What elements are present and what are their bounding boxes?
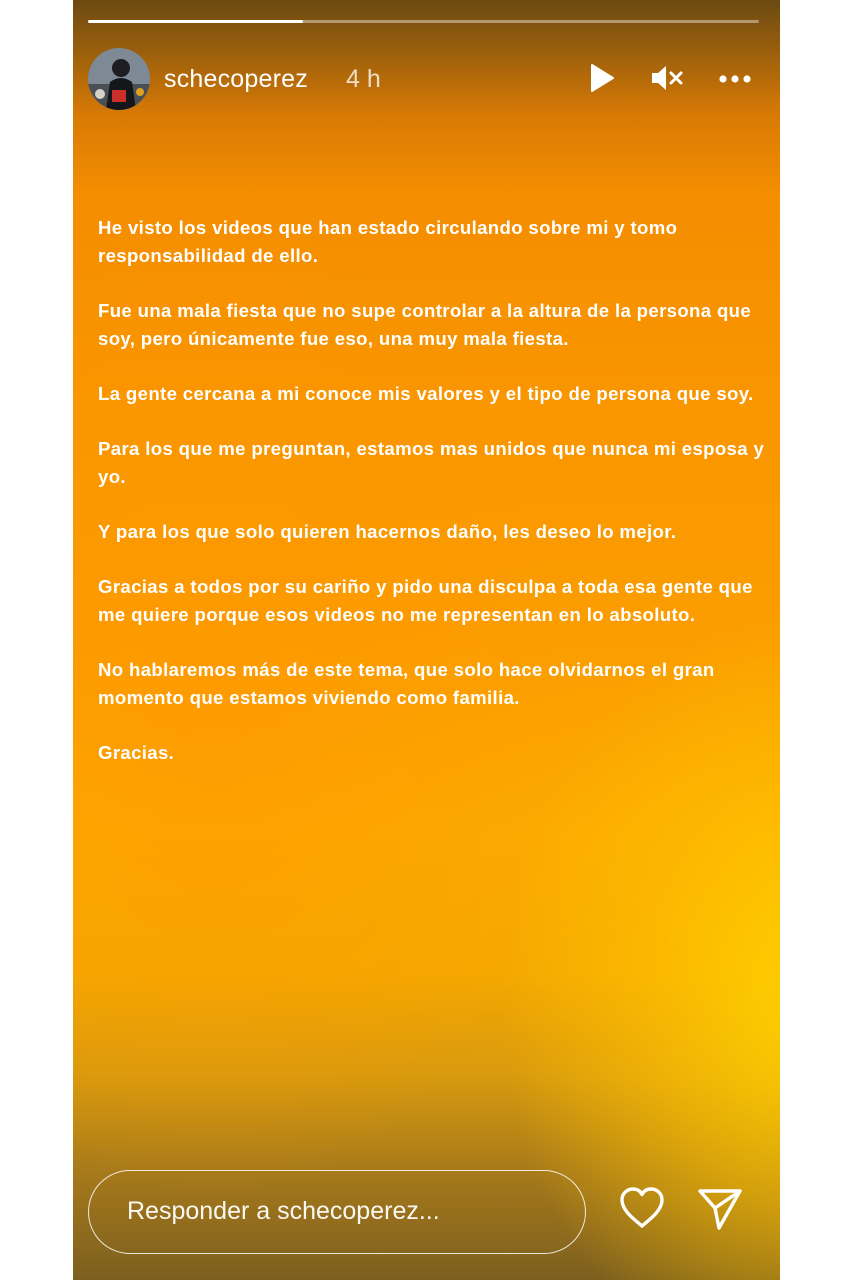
story-timestamp: 4 h bbox=[346, 65, 381, 93]
story-message bbox=[98, 214, 766, 794]
send-button[interactable] bbox=[695, 1186, 745, 1236]
more-options-button[interactable] bbox=[715, 60, 755, 100]
message-paragraph: La gente cercana a mi conoce mis valores y el tipo de persona que soy. bbox=[98, 383, 754, 404]
story-progress-fill bbox=[88, 20, 303, 23]
story-progress-bar bbox=[88, 20, 759, 23]
mute-button[interactable] bbox=[647, 60, 687, 100]
message-paragraph: Y para los que solo quieren hacernos daño, les deseo lo mejor. bbox=[98, 521, 677, 542]
play-icon bbox=[589, 63, 615, 98]
avatar[interactable] bbox=[88, 48, 150, 110]
reply-field-container[interactable] bbox=[88, 1170, 586, 1254]
message-paragraph: Fue una mala fiesta que no supe controlar a la altura de la persona que soy, pero únicamente fue eso, una muy mala fiesta. bbox=[98, 300, 752, 349]
send-icon bbox=[697, 1187, 743, 1236]
more-horizontal-icon bbox=[718, 71, 752, 89]
message-paragraph: Para los que me preguntan, estamos mas unidos que nunca mi esposa y yo. bbox=[98, 438, 765, 487]
message-paragraph: No hablaremos más de este tema, que solo hace olvidarnos el gran momento que estamos viviendo como familia. bbox=[98, 659, 715, 708]
play-button[interactable] bbox=[582, 60, 622, 100]
message-paragraph: Gracias. bbox=[98, 742, 175, 763]
reply-input[interactable] bbox=[127, 1171, 567, 1252]
story-header bbox=[88, 48, 768, 112]
message-paragraph: He visto los videos que han estado circulando sobre mi y tomo responsabilidad de ello. bbox=[98, 217, 678, 266]
heart-icon bbox=[618, 1186, 666, 1235]
story-username[interactable]: schecoperez bbox=[164, 65, 308, 93]
like-button[interactable] bbox=[617, 1186, 667, 1234]
story-viewer[interactable] bbox=[73, 0, 780, 1280]
message-paragraph: Gracias a todos por su cariño y pido una disculpa a toda esa gente que me quiere porque esos videos no me representan en lo absoluto. bbox=[98, 576, 753, 625]
muted-speaker-icon bbox=[650, 63, 684, 98]
